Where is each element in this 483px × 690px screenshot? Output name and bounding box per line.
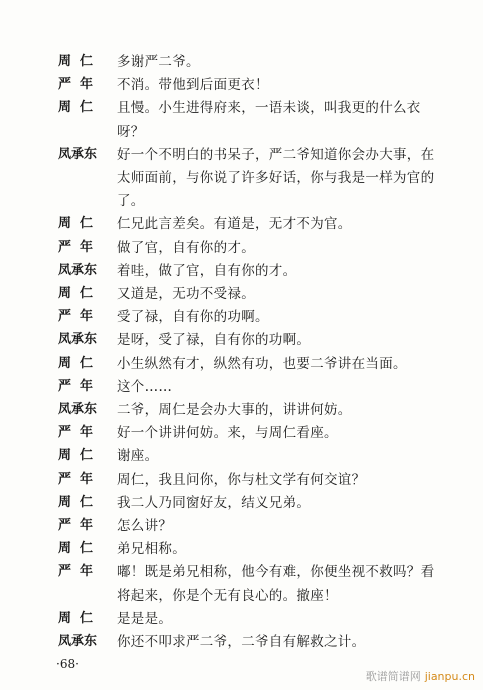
- speaker-name: 周 仁: [58, 610, 94, 626]
- speech-line: 好一个讲讲何妨。来，与周仁看座。: [117, 425, 338, 442]
- speech-line: 弟兄相称。: [117, 541, 186, 558]
- speaker-name: 周 仁: [58, 100, 94, 116]
- speech-line: 谢座。: [117, 448, 159, 465]
- watermark-text: 歌谱简谱网: [365, 670, 421, 683]
- speech-line: 你还不叩求严二爷，二爷自有解救之计。: [117, 634, 366, 650]
- speaker-name: 严 年: [58, 471, 94, 487]
- speaker-name: 周 仁: [58, 494, 94, 510]
- speech-line: 了。: [117, 193, 145, 210]
- speaker-name: 周 仁: [58, 216, 94, 232]
- speech-line: 这个……: [117, 378, 173, 395]
- watermark-url: jianpu.cn: [424, 670, 475, 683]
- page-number: ·68·: [56, 657, 79, 671]
- speaker-name: 严 年: [58, 518, 94, 533]
- speech-line: 好一个不明白的书呆子，严二爷知道你会办大事，在: [117, 146, 435, 163]
- speech-line: 是呀，受了禄，自有你的功啊。: [117, 332, 311, 349]
- speech-line: 又道是，无功不受禄。: [117, 286, 255, 302]
- speaker-name: 周 仁: [58, 54, 94, 69]
- speech-line: 周仁，我且问你，你与杜文学有何交谊？: [117, 471, 366, 488]
- speaker-name: 严 年: [58, 239, 94, 255]
- speaker-name: 严 年: [58, 309, 94, 325]
- speech-line: 不消。带他到后面更衣！: [117, 77, 269, 94]
- speaker-name: 周 仁: [58, 541, 94, 557]
- speaker-name: 凤承东: [58, 146, 98, 162]
- speaker-name: 严 年: [58, 564, 94, 580]
- speaker-name: 周 仁: [58, 355, 94, 371]
- speaker-name: 严 年: [58, 425, 94, 441]
- speaker-name: 严 年: [58, 77, 94, 93]
- watermark: [366, 668, 475, 684]
- speech-line: 小生纵然有才，纵然有功，也要二爷讲在当面。: [117, 355, 407, 372]
- speech-line: 仁兄此言差矣。有道是，无才不为官。: [117, 216, 352, 233]
- speech-line: 二爷，周仁是会办大事的，讲讲何妨。: [117, 402, 352, 418]
- speech-line: 太师面前，与你说了许多好话，你与我是一样为官的: [117, 170, 435, 186]
- speech-line: 做了官，自有你的才。: [117, 239, 255, 256]
- speech-line: 受了禄，自有你的功啊。: [117, 309, 269, 326]
- speaker-name: 凤承东: [58, 332, 98, 348]
- speech-line: 我二人乃同窗好友，结义兄弟。: [117, 494, 311, 511]
- speaker-name: 严 年: [58, 378, 94, 394]
- speech-line: 着哇，做了官，自有你的才。: [117, 262, 297, 279]
- speech-line: 怎么讲？: [117, 518, 173, 534]
- speech-line: 呀？: [117, 123, 145, 140]
- speaker-name: 周 仁: [58, 286, 94, 301]
- speaker-name: 周 仁: [58, 448, 94, 464]
- speech-line: 将起来，你是个无有良心的。撤座！: [117, 587, 338, 604]
- speaker-name: 凤承东: [58, 262, 98, 278]
- speech-line: 多谢严二爷。: [117, 54, 200, 70]
- speech-line: 嘟！既是弟兄相称，他今有难，你便坐视不救吗？看: [117, 564, 435, 581]
- speaker-name: 凤承东: [58, 402, 98, 417]
- speech-line: 是是是。: [117, 610, 173, 627]
- speaker-name: 凤承东: [58, 634, 98, 649]
- speech-line: 且慢。小生进得府来，一语未谈，叫我更的什么衣: [117, 100, 421, 117]
